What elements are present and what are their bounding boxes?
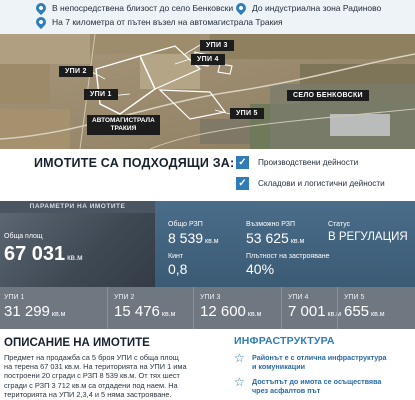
upi-band bbox=[0, 287, 415, 329]
kint-value: 0,8 bbox=[168, 261, 188, 277]
upi-area-number: 655 bbox=[344, 303, 370, 320]
infrastructure-item bbox=[252, 353, 402, 371]
suitability-title: ИМОТИТЕ СА ПОДХОДЯЩИ ЗА: bbox=[34, 156, 235, 170]
upi-name: УПИ 2 bbox=[114, 294, 135, 301]
unit-label: кв.м bbox=[371, 311, 385, 318]
upi-area bbox=[4, 303, 65, 320]
plot-label-upi-1: УПИ 1 bbox=[84, 89, 118, 100]
possible-rzp-value bbox=[246, 230, 304, 246]
total-area-value bbox=[4, 243, 83, 266]
description-title: ОПИСАНИЕ НА ИМОТИТЕ bbox=[4, 337, 150, 349]
description-line: територията на УПИ 2,3,4 и 5 няма застрояване. bbox=[4, 389, 172, 399]
upi-cell bbox=[0, 287, 107, 329]
description-text bbox=[4, 353, 209, 399]
infrastructure-line: и комуникации bbox=[252, 362, 306, 371]
unit-label: кв.м bbox=[205, 238, 219, 245]
upi-area bbox=[200, 303, 261, 320]
bottom-section bbox=[0, 329, 415, 400]
upi-name: УПИ 1 bbox=[4, 294, 25, 301]
upi-cell bbox=[193, 287, 281, 329]
star-icon: ☆ bbox=[234, 375, 245, 389]
upi-name: УПИ 3 bbox=[200, 294, 221, 301]
infrastructure-line: Районът е с отлична инфраструктура bbox=[252, 353, 387, 362]
possible-rzp-number: 53 625 bbox=[246, 230, 289, 246]
parameters-panel bbox=[0, 201, 415, 287]
description-line: сгради с РЗП 3 712 кв.м са отдадени под наем. На bbox=[4, 380, 178, 390]
infrastructure-line: Достъпът до имота се осъществява bbox=[252, 377, 382, 386]
rzp-label: Общо РЗП bbox=[168, 221, 203, 228]
upi-cell bbox=[281, 287, 342, 329]
map-pin-icon bbox=[234, 1, 248, 15]
plot-label-upi-2: УПИ 2 bbox=[59, 66, 93, 77]
plot-label-upi-4: УПИ 4 bbox=[191, 54, 225, 65]
checkmark-icon: ✓ bbox=[236, 156, 249, 169]
map-pin-icon bbox=[34, 1, 48, 15]
location-item bbox=[36, 17, 283, 27]
kint-label: Кинт bbox=[168, 253, 184, 260]
unit-label: кв.м bbox=[247, 311, 262, 318]
location-text: На 7 километра от пътен възел на автомагистрала Тракия bbox=[52, 17, 283, 27]
density-label: Плътност на застрояване bbox=[246, 253, 330, 260]
suitability-item: Производствени дейности bbox=[258, 158, 359, 167]
unit-label: кв.м bbox=[327, 311, 342, 318]
aerial-map bbox=[0, 34, 415, 149]
parameters-header: ПАРАМЕТРИ НА ИМОТИТЕ bbox=[0, 201, 155, 213]
upi-area-number: 31 299 bbox=[4, 303, 50, 320]
density-value: 40% bbox=[246, 261, 275, 277]
suitability-item: Складови и логистични дейности bbox=[258, 179, 385, 188]
rzp-number: 8 539 bbox=[168, 230, 204, 246]
upi-area-number: 15 476 bbox=[114, 303, 160, 320]
location-item bbox=[36, 3, 233, 13]
plot-label-upi-5: УПИ 5 bbox=[230, 108, 264, 119]
total-area-number: 67 031 bbox=[4, 243, 66, 265]
description-line: построени 20 сгради с РЗП 8 539 кв.м. От тях шест bbox=[4, 371, 180, 381]
location-text: До индустриална зона Радиново bbox=[252, 3, 382, 13]
upi-cell bbox=[337, 287, 415, 329]
plot-label-upi-3: УПИ 3 bbox=[200, 40, 234, 51]
upi-name: УПИ 5 bbox=[344, 294, 365, 301]
upi-cell bbox=[107, 287, 193, 329]
suitability-section bbox=[0, 149, 415, 201]
rzp-value bbox=[168, 230, 219, 246]
unit-label: кв.м bbox=[51, 311, 66, 318]
upi-area-number: 12 600 bbox=[200, 303, 246, 320]
location-item bbox=[236, 3, 381, 13]
unit-label: кв.м bbox=[67, 253, 83, 262]
description-line: на терена 67 031 кв.м. На територията на УПИ 1 има bbox=[4, 362, 187, 372]
highway-label bbox=[87, 115, 160, 135]
total-area-label: Обща площ bbox=[4, 233, 43, 240]
location-text: В непосредствена близост до село Бенковски bbox=[52, 3, 234, 13]
upi-area bbox=[344, 303, 385, 320]
description-line: Предмет на продажба са 5 броя УПИ с обща площ bbox=[4, 353, 179, 362]
infrastructure-item bbox=[252, 377, 402, 395]
upi-area bbox=[114, 303, 175, 320]
highway-label-line: ТРАКИЯ bbox=[110, 125, 137, 133]
map-pin-icon bbox=[34, 15, 48, 29]
highway-label-line: АВТОМАГИСТРАЛА bbox=[92, 117, 155, 124]
unit-label: кв.м bbox=[161, 311, 176, 318]
upi-name: УПИ 4 bbox=[288, 294, 309, 301]
checkmark-icon: ✓ bbox=[236, 177, 249, 190]
infrastructure-line: чрез асфалтов път bbox=[252, 386, 321, 395]
possible-rzp-label: Възможно РЗП bbox=[246, 221, 296, 228]
upi-area-number: 7 001 bbox=[288, 303, 326, 320]
star-icon: ☆ bbox=[234, 351, 245, 365]
location-strip bbox=[0, 0, 415, 34]
unit-label: кв.м bbox=[290, 238, 305, 245]
village-label: СЕЛО БЕНКОВСКИ bbox=[287, 90, 369, 101]
status-value: В РЕГУЛАЦИЯ bbox=[328, 231, 408, 243]
upi-area bbox=[288, 303, 341, 320]
status-label: Статус bbox=[328, 221, 351, 228]
infrastructure-title: ИНФРАСТРУКТУРА bbox=[234, 335, 335, 347]
